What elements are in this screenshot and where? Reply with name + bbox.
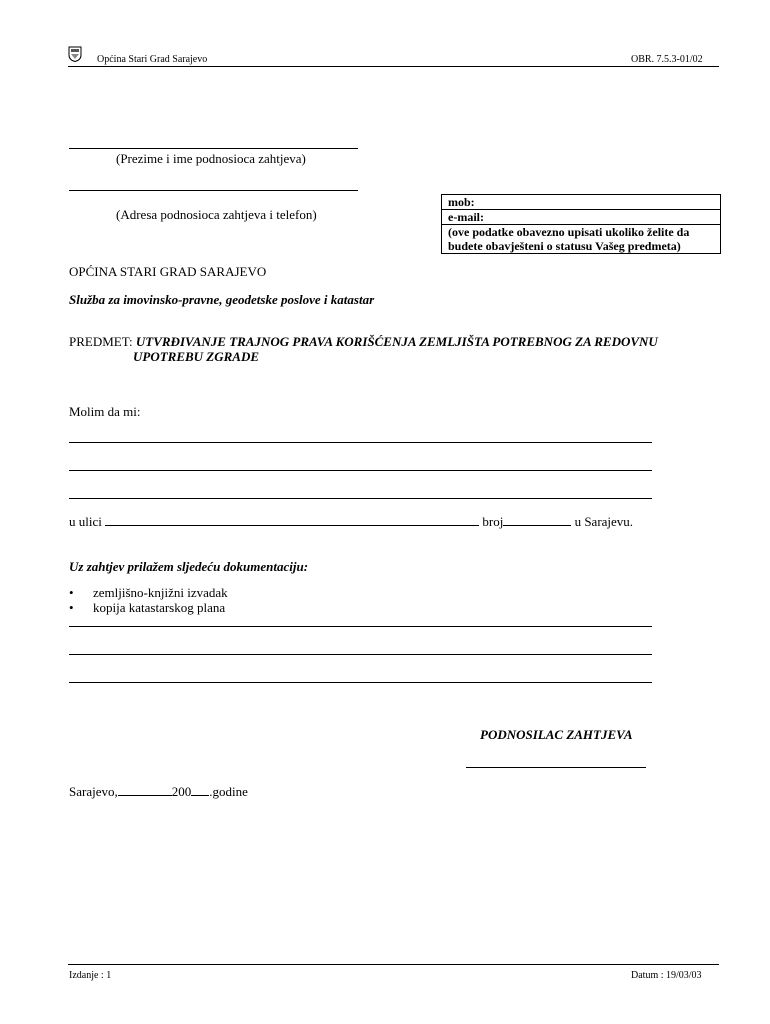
applicant-address-hint: (Adresa podnosioca zahtjeva i telefon) — [116, 207, 317, 222]
bullet-icon: • — [69, 585, 74, 600]
subject-label: PREDMET: — [69, 334, 133, 349]
contact-note — [442, 225, 720, 253]
date-row — [69, 784, 248, 799]
footer-edition: Izdanje : 1 — [69, 970, 112, 981]
applicant-name-line[interactable] — [69, 148, 358, 149]
subject-line2: UPOTREBU ZGRADE — [133, 349, 260, 364]
recipient-office: OPĆINA STARI GRAD SARAJEVO — [69, 264, 267, 279]
street-input-line[interactable] — [105, 514, 479, 526]
email-label: e-mail: — [448, 210, 484, 224]
contact-note-line1: (ove podatke obavezno upisati ukoliko želite da — [448, 225, 690, 239]
attachments-heading: Uz zahtjev prilažem sljedeću dokumentaciju: — [69, 559, 309, 574]
date-year-input[interactable] — [191, 784, 209, 796]
attachment-line-1[interactable] — [69, 626, 652, 627]
contact-note-line2: budete obavješteni o statusu Vašeg predmeta) — [448, 239, 681, 253]
footer-rule — [68, 964, 719, 965]
contact-box — [441, 194, 721, 254]
header-municipality: Općina Stari Grad Sarajevo — [97, 54, 208, 65]
bullet-icon: • — [69, 600, 74, 615]
mob-field[interactable] — [442, 195, 720, 210]
footer-date: Datum : 19/03/03 — [631, 970, 702, 981]
attachment-line-2[interactable] — [69, 654, 652, 655]
number-input-line[interactable] — [503, 514, 571, 526]
request-line-1[interactable] — [69, 442, 652, 443]
street-label: u ulici — [69, 514, 102, 529]
city-suffix: u Sarajevu. — [574, 514, 634, 529]
email-field[interactable] — [442, 210, 720, 225]
number-label: broj — [482, 514, 504, 529]
signature-line[interactable] — [466, 767, 646, 768]
subject-line1: UTVRĐIVANJE TRAJNOG PRAVA KORIŠĆENJA ZEMLJIŠTA POTREBNOG ZA REDOVNU — [135, 334, 658, 349]
date-year-prefix: 200 — [171, 784, 192, 799]
applicant-name-hint: (Prezime i ime podnosioca zahtjeva) — [116, 151, 306, 166]
mob-label: mob: — [448, 195, 475, 209]
header-form-code: OBR. 7.5.3-01/02 — [631, 54, 703, 65]
applicant-address-line[interactable] — [69, 190, 358, 191]
subject-block — [69, 334, 709, 349]
signature-label: PODNOSILAC ZAHTJEVA — [480, 727, 633, 742]
request-intro: Molim da mi: — [69, 404, 141, 419]
date-suffix: .godine — [209, 784, 248, 799]
date-city: Sarajevo, — [69, 784, 118, 799]
date-day-input[interactable] — [118, 784, 172, 796]
request-line-3[interactable] — [69, 498, 652, 499]
street-row — [69, 514, 633, 529]
header-rule — [68, 66, 719, 67]
attachment-item: • zemljišno-knjižni izvadak — [69, 585, 228, 600]
attachment-line-3[interactable] — [69, 682, 652, 683]
request-line-2[interactable] — [69, 470, 652, 471]
logo-emblem — [68, 46, 82, 62]
attachment-item: • kopija katastarskog plana — [69, 600, 226, 615]
recipient-service: Služba za imovinsko-pravne, geodetske poslove i katastar — [69, 292, 375, 307]
